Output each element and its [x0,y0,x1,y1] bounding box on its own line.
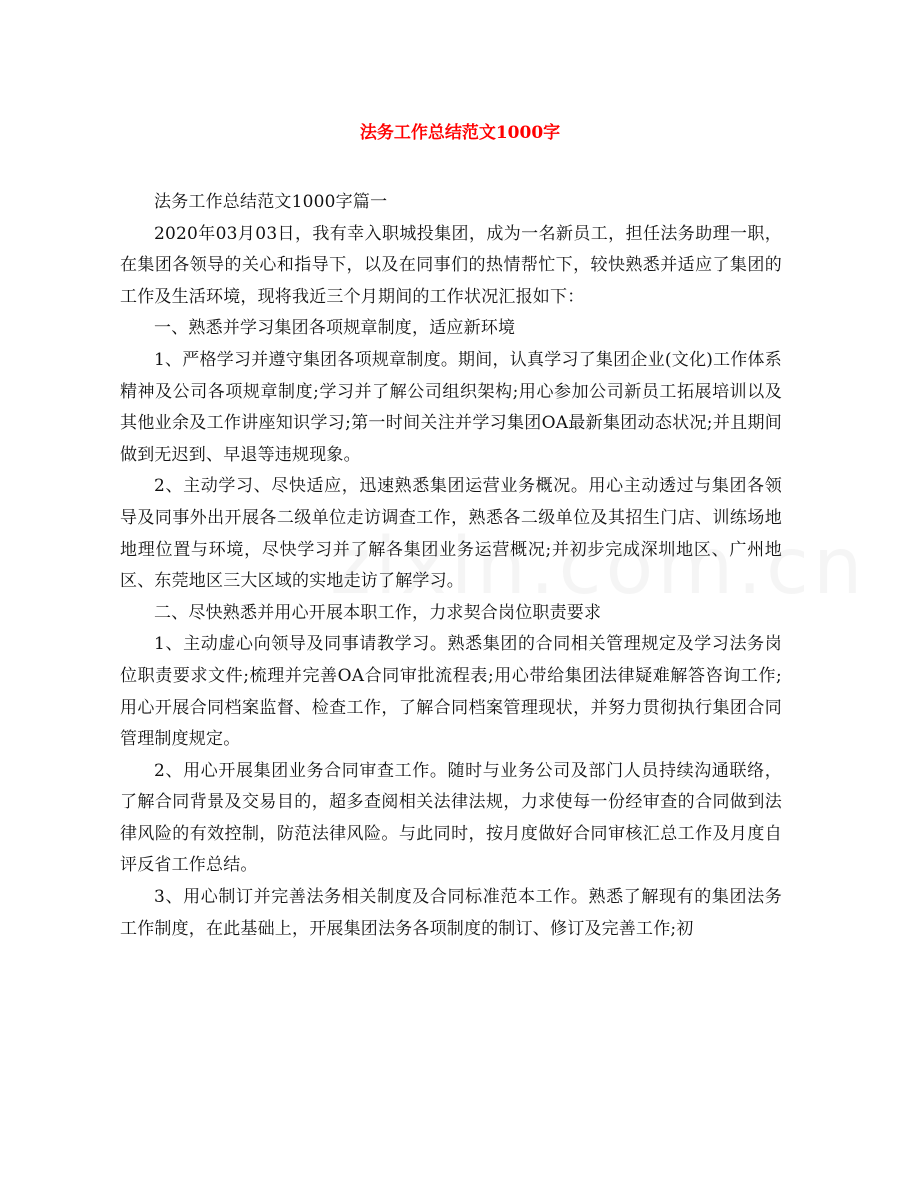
document-title: 法务工作总结范文1000字 [359,123,561,143]
document-body [120,187,782,945]
paragraph: 2、主动学习、尽快适应，迅速熟悉集团运营业务概况。用心主动透过与集团各领导及同事外出开展各二级单位走访调查工作，熟悉各二级单位及其招生门店、训练场地地理位置与环境，尽快学习并了解各集团业务运营概况;并初步完成深圳地区、广州地区、东莞地区三大区域的实地走访了解学习。 [120,476,782,592]
paragraph: 2020年03月03日，我有幸入职城投集团，成为一名新员工，担任法务助理一职，在集团各领导的关心和指导下，以及在同事们的热情帮忙下，较快熟悉并适应了集团的工作及生活环境，现将我近三个月期间的工作状况汇报如下： [120,223,782,307]
section-heading: 法务工作总结范文1000字篇一 [154,192,388,212]
section-heading: 一、熟悉并学习集团各项规章制度，适应新环境 [154,318,516,339]
section-heading: 二、尽快熟悉并用心开展本职工作，力求契合岗位职责要求 [154,602,602,623]
paragraph: 2、用心开展集团业务合同审查工作。随时与业务公司及部门人员持续沟通联络，了解合同背景及交易目的，超多查阅相关法律法规，力求使每一份经审查的合同做到法律风险的有效控制，防范法律风险。与此同时，按月度做好合同审核汇总工作及月度自评反省工作总结。 [120,760,782,876]
paragraph: 3、用心制订并完善法务相关制度及合同标准范本工作。熟悉了解现有的集团法务工作制度，在此基础上，开展集团法务各项制度的制订、修订及完善工作;初 [120,887,782,939]
paragraph: 1、严格学习并遵守集团各项规章制度。期间，认真学习了集团企业(文化)工作体系精神及公司各项规章制度;学习并了解公司组织架构;用心参加公司新员工拓展培训以及其他业余及工作讲座知识学习;第一时间关注并学习集团OA最新集团动态状况;并且期间做到无迟到、早退等违规现象。 [120,349,782,465]
paragraph: 1、主动虚心向领导及同事请教学习。熟悉集团的合同相关管理规定及学习法务岗位职责要求文件;梳理并完善OA合同审批流程表;用心带给集团法律疑难解答咨询工作;用心开展合同档案监督、检查工作，了解合同档案管理现状，并努力贯彻执行集团合同管理制度规定。 [120,634,782,750]
